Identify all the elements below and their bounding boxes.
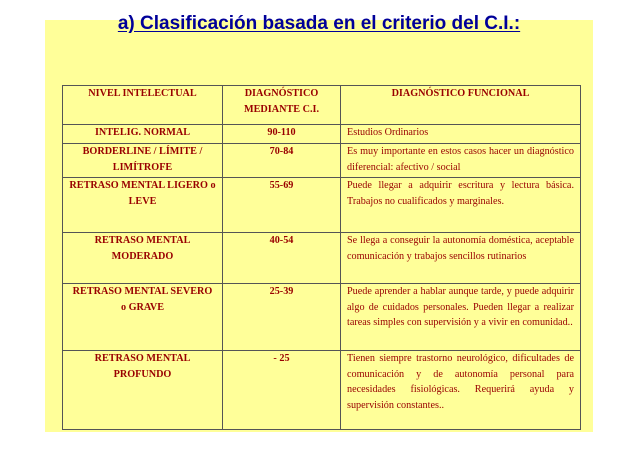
cell-level: RETRASO MENTAL LIGERO o LEVE bbox=[63, 178, 223, 233]
cell-ci: 25-39 bbox=[223, 284, 341, 351]
table-row bbox=[63, 351, 581, 430]
cell-ci: - 25 bbox=[223, 351, 341, 430]
cell-functional: Puede llegar a adquirir escritura y lectura básica. Trabajos no cualificados y marginales. bbox=[341, 178, 581, 233]
header-level: NIVEL INTELECTUAL bbox=[63, 86, 223, 125]
cell-functional: Se llega a conseguir la autonomía doméstica, aceptable comunicación y trabajos sencillos rutinarios bbox=[341, 233, 581, 284]
cell-ci: 70-84 bbox=[223, 144, 341, 178]
table-row bbox=[63, 125, 581, 144]
cell-ci: 40-54 bbox=[223, 233, 341, 284]
table-row bbox=[63, 284, 581, 351]
cell-functional: Es muy importante en estos casos hacer un diagnóstico diferencial: afectivo / social bbox=[341, 144, 581, 178]
classification-table bbox=[62, 85, 581, 430]
cell-ci: 55-69 bbox=[223, 178, 341, 233]
cell-level: RETRASO MENTAL SEVERO o GRAVE bbox=[63, 284, 223, 351]
cell-functional: Tienen siempre trastorno neurológico, dificultades de comunicación y de autonomía personal para necesidades fisiológicas. Requerirá ayuda y supervisión constantes.. bbox=[341, 351, 581, 430]
cell-level: INTELIG. NORMAL bbox=[63, 125, 223, 144]
cell-functional: Estudios Ordinarios bbox=[341, 125, 581, 144]
cell-level: RETRASO MENTAL PROFUNDO bbox=[63, 351, 223, 430]
cell-functional: Puede aprender a hablar aunque tarde, y puede adquirir algo de cuidados personales. Pueden llegar a realizar tareas simples con supervisión y a vivir en comunidad.. bbox=[341, 284, 581, 351]
header-ci: DIAGNÓSTICO MEDIANTE C.I. bbox=[223, 86, 341, 125]
header-functional: DIAGNÓSTICO FUNCIONAL bbox=[341, 86, 581, 125]
table-header-row bbox=[63, 86, 581, 125]
cell-level: RETRASO MENTAL MODERADO bbox=[63, 233, 223, 284]
table-row bbox=[63, 233, 581, 284]
page-title: a) Clasificación basada en el criterio del C.I.: bbox=[117, 13, 521, 34]
table-row bbox=[63, 144, 581, 178]
table-row bbox=[63, 178, 581, 233]
cell-level: BORDERLINE / LÍMITE / LIMÍTROFE bbox=[63, 144, 223, 178]
cell-ci: 90-110 bbox=[223, 125, 341, 144]
